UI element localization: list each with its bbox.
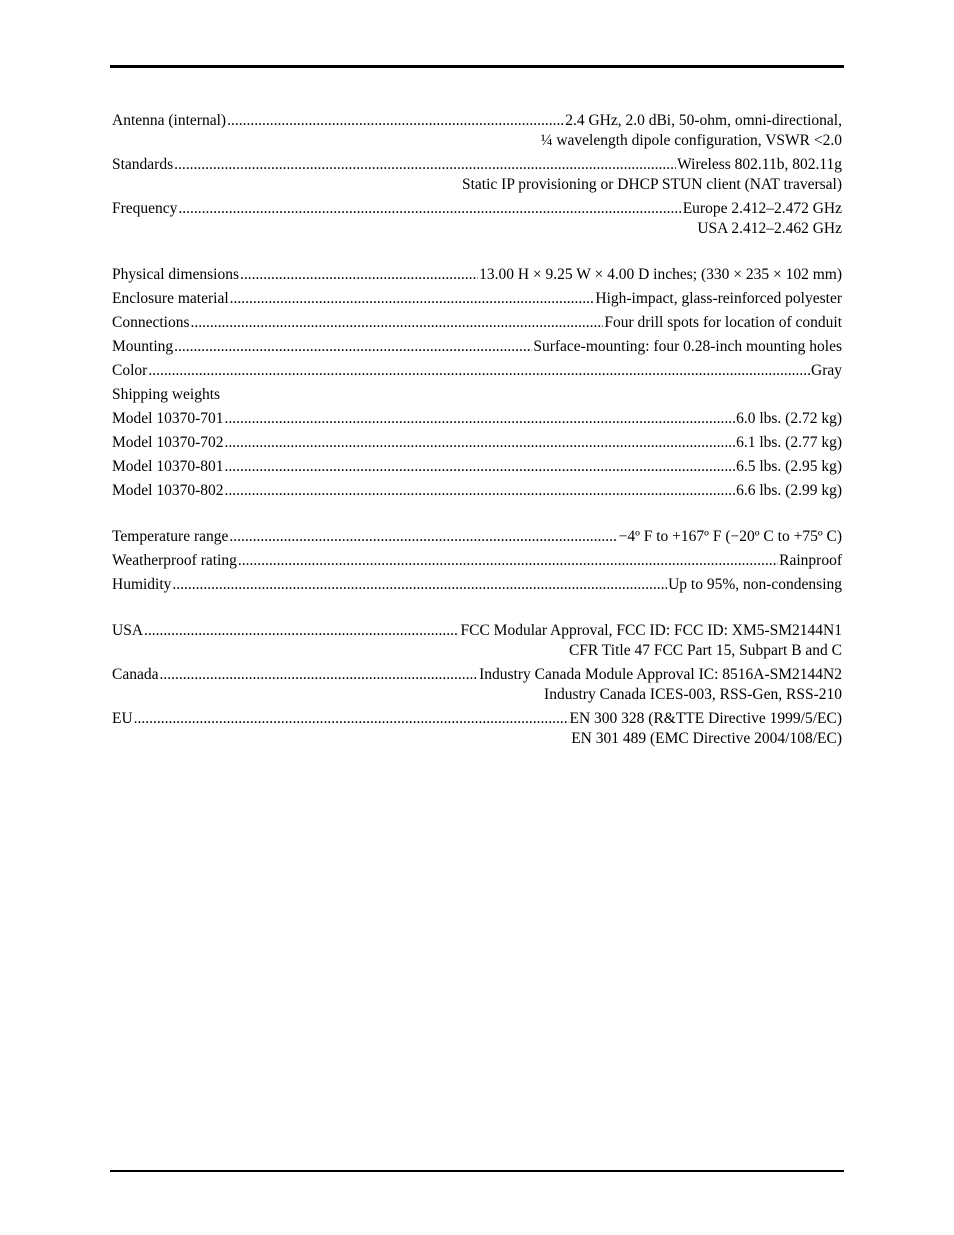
spec-row-antenna	[112, 111, 842, 151]
spec-label: Canada	[112, 666, 159, 683]
dot-leader	[174, 155, 676, 175]
spec-row-model-801	[112, 457, 842, 477]
dot-leader	[225, 409, 736, 429]
spec-label: EU	[112, 710, 133, 727]
spec-row-weatherproof	[112, 551, 842, 571]
spec-value-extra: ¼ wavelength dipole configuration, VSWR <2.0	[540, 132, 842, 149]
spec-label: Temperature range	[112, 528, 229, 545]
spec-row-dimensions	[112, 265, 842, 285]
shipping-weights-heading: Shipping weights	[112, 386, 221, 403]
dot-leader	[229, 527, 617, 547]
spec-value: High-impact, glass-reinforced polyester	[595, 290, 842, 307]
spec-label: Model 10370-801	[112, 458, 224, 475]
spec-label: Frequency	[112, 200, 178, 217]
dot-leader	[225, 457, 736, 477]
spec-row-canada	[112, 665, 842, 705]
spec-value: 6.1 lbs. (2.77 kg)	[736, 434, 842, 451]
spec-row-frequency	[112, 199, 842, 239]
spec-value: FCC Modular Approval, FCC ID: FCC ID: XM5-SM2144N1	[460, 622, 842, 639]
spec-value: EN 300 328 (R&TTE Directive 1999/5/EC)	[569, 710, 842, 727]
spec-value: Up to 95%, non-condensing	[668, 576, 842, 593]
spec-label: Model 10370-802	[112, 482, 224, 499]
spec-row-model-802	[112, 481, 842, 501]
spec-label: Standards	[112, 156, 174, 173]
dot-leader	[238, 551, 778, 571]
spec-row-humidity	[112, 575, 842, 595]
dot-leader	[230, 289, 595, 309]
dot-leader	[159, 665, 478, 685]
spec-value: 13.00 H × 9.25 W × 4.00 D inches; (330 × 235 × 102 mm)	[479, 266, 842, 283]
spec-value: Four drill spots for location of conduit	[604, 314, 842, 331]
spec-label: Model 10370-701	[112, 410, 224, 427]
spec-value: Surface-mounting: four 0.28-inch mounting holes	[533, 338, 842, 355]
dot-leader	[191, 313, 604, 333]
dot-leader	[134, 709, 569, 729]
spec-value: 2.4 GHz, 2.0 dBi, 50-ohm, omni-directional,	[565, 112, 842, 129]
dot-leader	[178, 199, 681, 219]
spec-value-extra: CFR Title 47 FCC Part 15, Subpart B and C	[568, 642, 842, 659]
spec-label: Model 10370-702	[112, 434, 224, 451]
spec-value-extra: Industry Canada ICES-003, RSS-Gen, RSS-210	[544, 686, 842, 703]
spec-label: Physical dimensions	[112, 266, 240, 283]
spec-value-extra: Static IP provisioning or DHCP STUN client (NAT traversal)	[462, 176, 842, 193]
spec-value: Industry Canada Module Approval IC: 8516A-SM2144N2	[479, 666, 842, 683]
spec-group-approvals	[112, 621, 842, 749]
spec-value-extra: USA 2.412–2.462 GHz	[697, 220, 842, 237]
header-rule	[110, 65, 844, 68]
spec-label: USA	[112, 622, 144, 639]
spec-row-eu	[112, 709, 842, 749]
spec-value: Gray	[811, 362, 842, 379]
spec-label: Color	[112, 362, 148, 379]
spec-value: −4º F to +167º F (−20º C to +75º C)	[618, 528, 842, 545]
spec-label: Antenna (internal)	[112, 112, 227, 129]
spec-row-enclosure	[112, 289, 842, 309]
spec-list	[112, 111, 842, 775]
dot-leader	[148, 361, 810, 381]
spec-row-connections	[112, 313, 842, 333]
spec-row-color	[112, 361, 842, 381]
spec-row-model-701	[112, 409, 842, 429]
spec-row-mounting	[112, 337, 842, 357]
dot-leader	[174, 337, 532, 357]
spec-row-standards	[112, 155, 842, 195]
spec-row-model-702	[112, 433, 842, 453]
spec-value: 6.6 lbs. (2.99 kg)	[736, 482, 842, 499]
spec-group-physical	[112, 265, 842, 501]
footer-rule	[110, 1170, 844, 1172]
dot-leader	[225, 433, 736, 453]
spec-row-temperature	[112, 527, 842, 547]
spec-value-extra: EN 301 489 (EMC Directive 2004/108/EC)	[571, 730, 842, 747]
spec-label: Connections	[112, 314, 190, 331]
spec-value: Rainproof	[779, 552, 842, 569]
dot-leader	[172, 575, 667, 595]
dot-leader	[240, 265, 478, 285]
spec-label: Humidity	[112, 576, 172, 593]
spec-label: Enclosure material	[112, 290, 229, 307]
spec-group-environmental	[112, 527, 842, 595]
dot-leader	[225, 481, 736, 501]
spec-row-usa	[112, 621, 842, 661]
spec-value: Europe 2.412–2.472 GHz	[682, 200, 842, 217]
spec-value: 6.0 lbs. (2.72 kg)	[736, 410, 842, 427]
spec-value: 6.5 lbs. (2.95 kg)	[736, 458, 842, 475]
spec-label: Weatherproof rating	[112, 552, 237, 569]
dot-leader	[144, 621, 459, 641]
spec-label: Mounting	[112, 338, 174, 355]
spec-value: Wireless 802.11b, 802.11g	[677, 156, 842, 173]
spec-group-radio	[112, 111, 842, 239]
dot-leader	[227, 111, 564, 131]
